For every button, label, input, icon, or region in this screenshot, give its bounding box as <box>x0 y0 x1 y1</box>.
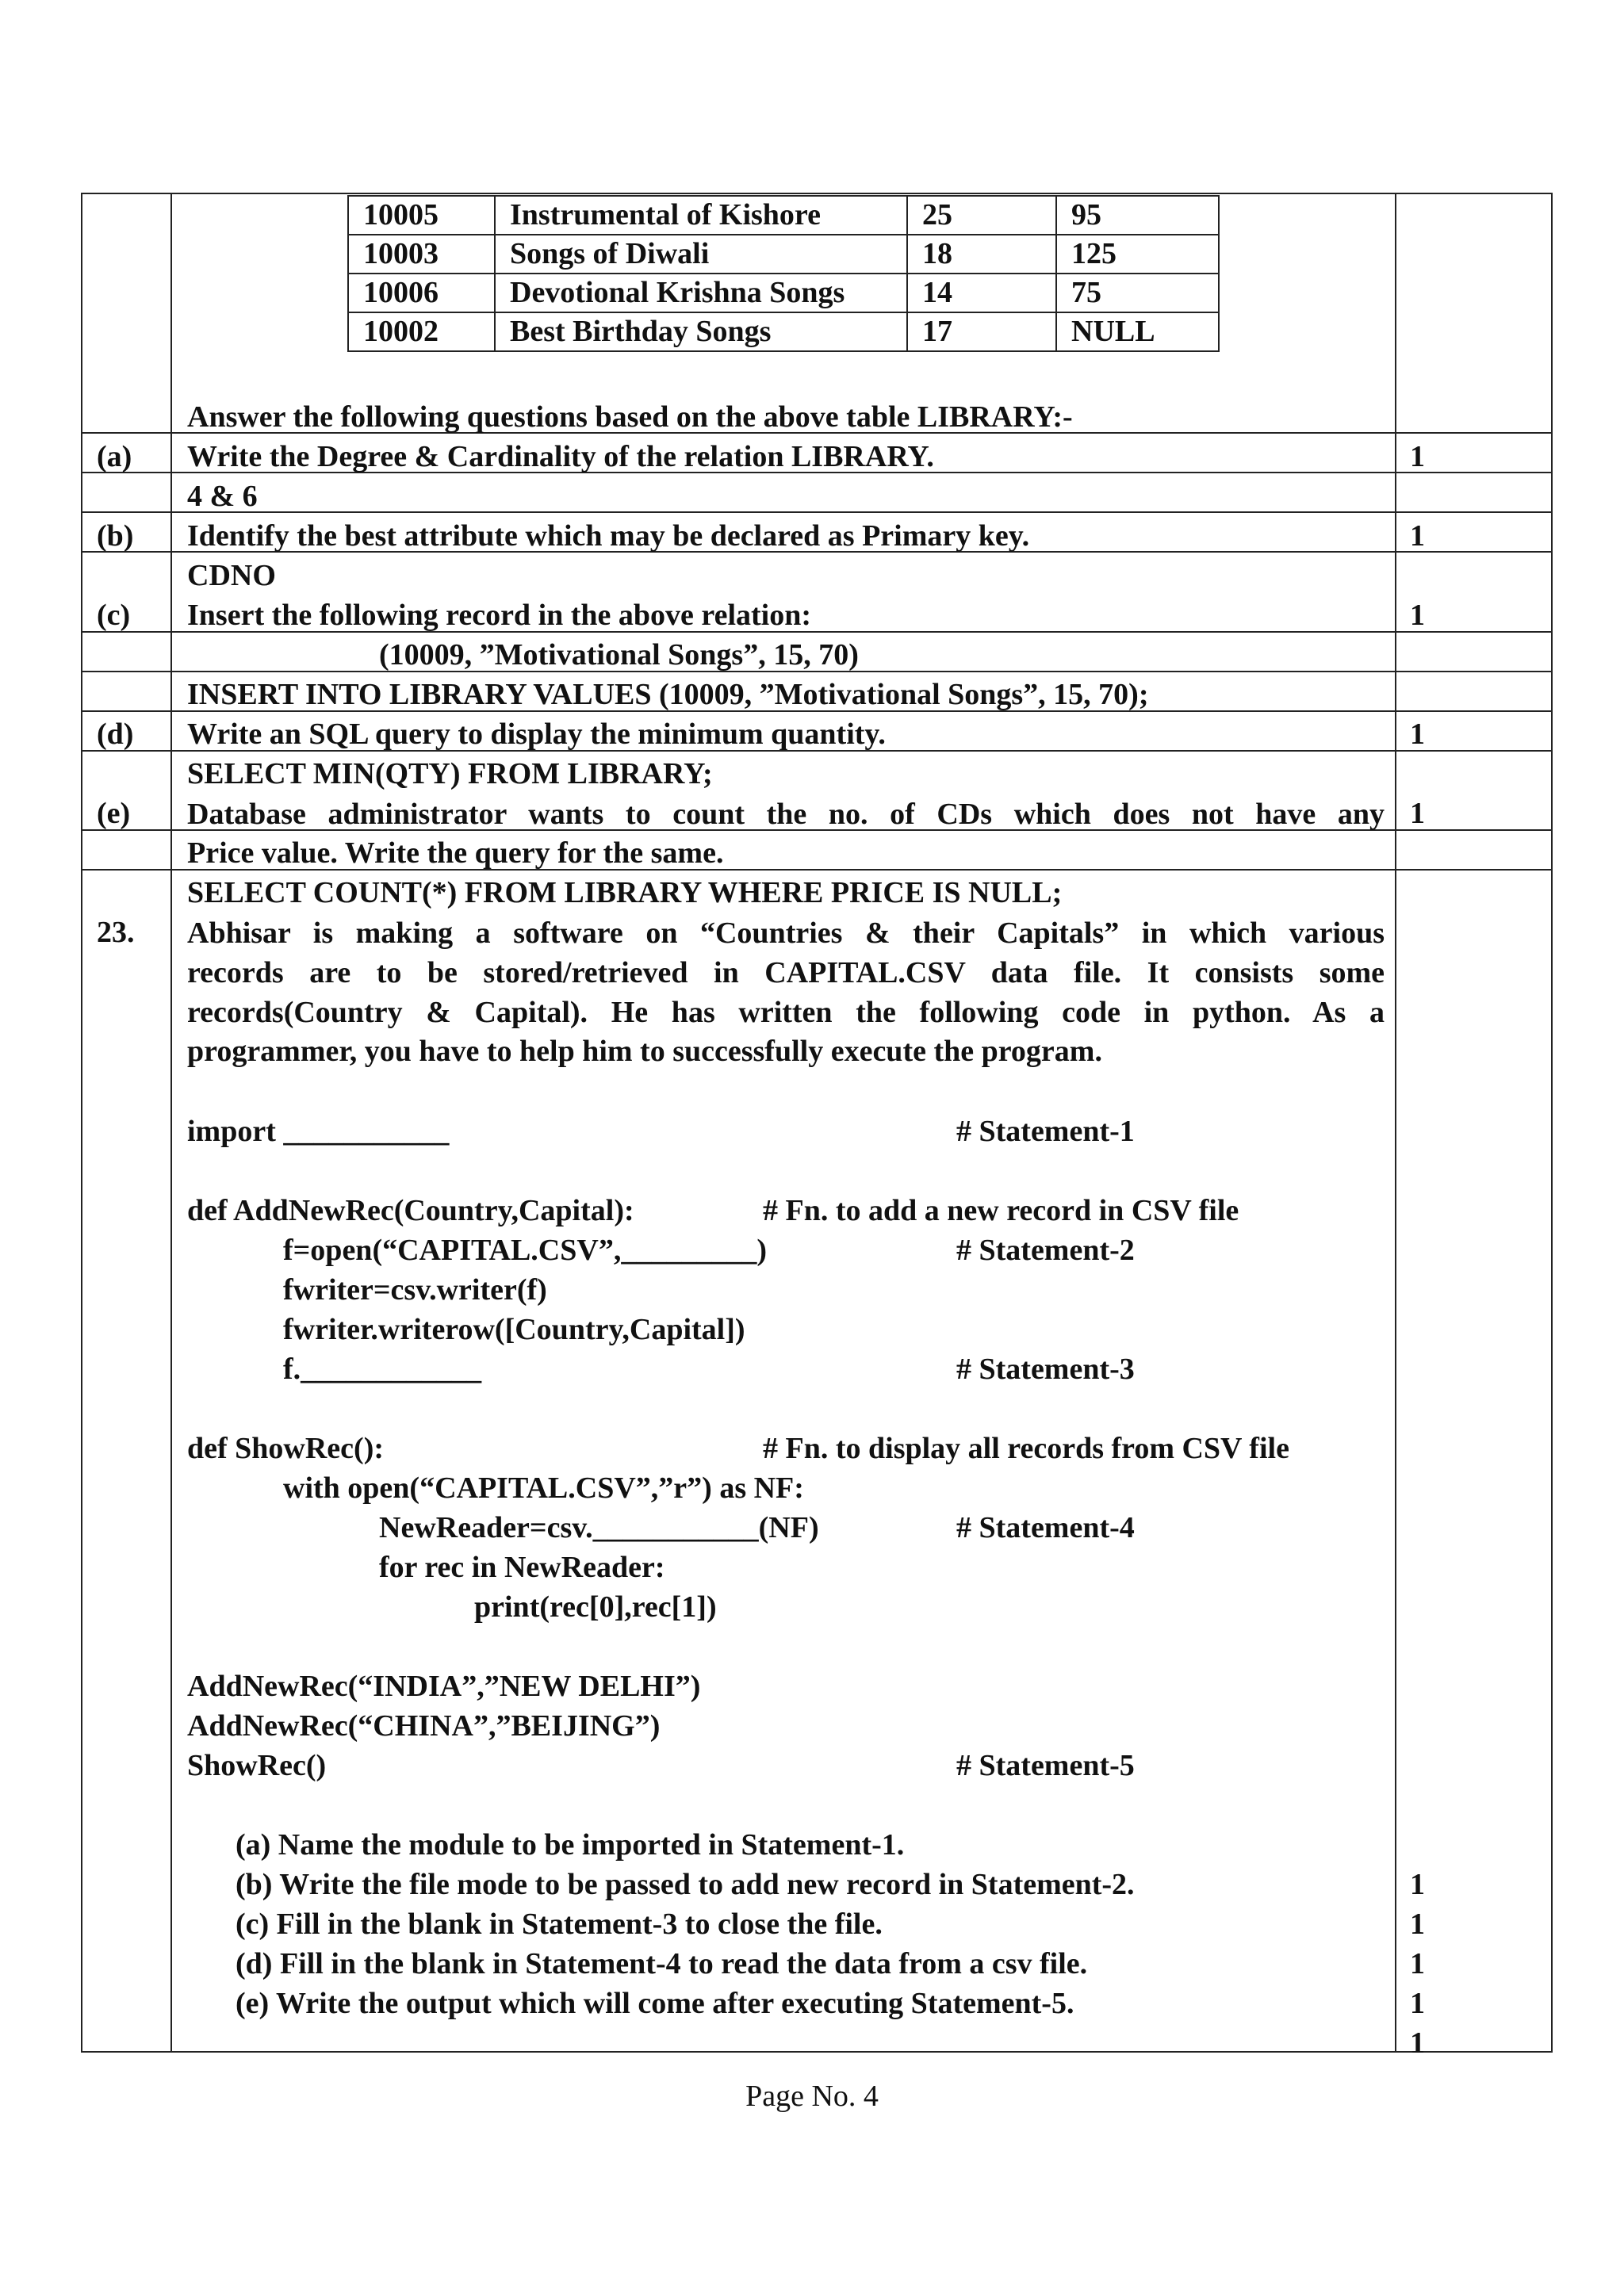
qty-cell: 17 <box>907 312 1056 351</box>
q23-para-line: programmer, you have to help him to successfully execute the program. <box>187 1035 1102 1068</box>
code-line: AddNewRec(“INDIA”,”NEW DELHI”) <box>187 1670 701 1703</box>
title-cell: Instrumental of Kishore <box>495 196 907 235</box>
q22c-record: (10009, ”Motivational Songs”, 15, 70) <box>379 638 859 672</box>
code-line: fwriter.writerow([Country,Capital]) <box>283 1313 745 1346</box>
code-line: print(rec[0],rec[1]) <box>474 1590 717 1624</box>
q23-number: 23. <box>97 916 135 949</box>
code-line: with open(“CAPITAL.CSV”,”r”) as NF: <box>283 1471 804 1505</box>
q22b-question: Identify the best attribute which may be declared as Primary key. <box>187 519 1030 553</box>
q22e-question-line1: Database administrator wants to count the no. of CDs which does not have any <box>187 798 1385 831</box>
q22c-question: Insert the following record in the above relation: <box>187 599 812 632</box>
code-line: ShowRec() <box>187 1749 327 1782</box>
q22e-question-line2: Price value. Write the query for the same. <box>187 836 724 870</box>
q22c-marks: 1 <box>1410 599 1425 632</box>
q22c-answer: INSERT INTO LIBRARY VALUES (10009, ”Motivational Songs”, 15, 70); <box>187 678 1149 711</box>
q22e-marks: 1 <box>1410 797 1425 830</box>
cdno-cell: 10002 <box>348 312 495 351</box>
q23-para-line: records are to be stored/retrieved in CAPITAL.CSV data file. It consists some <box>187 956 1385 989</box>
q23-marks: 1 <box>1410 1987 1425 2020</box>
q22d-answer: SELECT MIN(QTY) FROM LIBRARY; <box>187 757 713 790</box>
q23-subquestion: (e) Write the output which will come after executing Statement-5. <box>236 1987 1074 2020</box>
table-border-top <box>81 193 1553 194</box>
table-row <box>348 312 1219 351</box>
code-line: NewReader=csv.___________(NF) <box>379 1511 819 1544</box>
q23-marks: 1 <box>1410 1908 1425 1941</box>
q22-intro: Answer the following questions based on the above table LIBRARY:- <box>187 400 1073 434</box>
code-line: def AddNewRec(Country,Capital): <box>187 1194 634 1227</box>
cdno-cell: 10006 <box>348 274 495 312</box>
q22a-answer: 4 & 6 <box>187 480 258 513</box>
cdno-cell: 10003 <box>348 235 495 274</box>
table-border-bottom <box>81 2051 1553 2053</box>
qty-cell: 18 <box>907 235 1056 274</box>
code-line: f=open(“CAPITAL.CSV”,_________) <box>283 1234 767 1267</box>
q23-subquestion: (d) Fill in the blank in Statement-4 to read the data from a csv file. <box>236 1947 1088 1980</box>
q23-marks: 1 <box>1410 1868 1425 1901</box>
q22d-label: (d) <box>97 718 134 751</box>
code-line: import ___________ <box>187 1115 450 1148</box>
library-table <box>347 195 1220 352</box>
q23-marks: 1 <box>1410 2026 1425 2060</box>
title-cell: Songs of Diwali <box>495 235 907 274</box>
table-row <box>348 235 1219 274</box>
price-cell: 75 <box>1056 274 1219 312</box>
code-comment: # Statement-5 <box>956 1749 1135 1782</box>
q22c-label: (c) <box>97 599 131 632</box>
code-comment: # Statement-1 <box>956 1115 1135 1148</box>
code-line: fwriter=csv.writer(f) <box>283 1273 547 1307</box>
table-row <box>348 196 1219 235</box>
page-number: Page No. 4 <box>745 2080 879 2113</box>
q22b-marks: 1 <box>1410 519 1425 553</box>
code-comment: # Statement-4 <box>956 1511 1135 1544</box>
title-cell: Best Birthday Songs <box>495 312 907 351</box>
q22d-question: Write an SQL query to display the minimum quantity. <box>187 718 886 751</box>
price-cell: NULL <box>1056 312 1219 351</box>
q23-subquestion: (c) Fill in the blank in Statement-3 to close the file. <box>236 1908 883 1941</box>
q22a-question: Write the Degree & Cardinality of the relation LIBRARY. <box>187 440 934 473</box>
q22b-label: (b) <box>97 519 134 553</box>
q22e-answer: SELECT COUNT(*) FROM LIBRARY WHERE PRICE IS NULL; <box>187 876 1063 909</box>
table-row <box>348 274 1219 312</box>
title-cell: Devotional Krishna Songs <box>495 274 907 312</box>
code-comment: # Fn. to display all records from CSV file <box>763 1432 1289 1465</box>
q23-subquestion: (a) Name the module to be imported in Statement-1. <box>236 1828 905 1862</box>
price-cell: 125 <box>1056 235 1219 274</box>
q23-para-line: records(Country & Capital). He has written the following code in python. As a <box>187 996 1385 1029</box>
q22d-marks: 1 <box>1410 718 1425 751</box>
price-cell: 95 <box>1056 196 1219 235</box>
code-line: AddNewRec(“CHINA”,”BEIJING”) <box>187 1709 661 1743</box>
qty-cell: 25 <box>907 196 1056 235</box>
code-line: for rec in NewReader: <box>379 1551 665 1584</box>
code-comment: # Fn. to add a new record in CSV file <box>763 1194 1239 1227</box>
code-comment: # Statement-2 <box>956 1234 1135 1267</box>
code-comment: # Statement-3 <box>956 1353 1135 1386</box>
q23-subquestion: (b) Write the file mode to be passed to add new record in Statement-2. <box>236 1868 1135 1901</box>
q22b-answer: CDNO <box>187 559 276 592</box>
q23-marks: 1 <box>1410 1947 1425 1980</box>
code-line: def ShowRec(): <box>187 1432 385 1465</box>
q23-para-line: Abhisar is making a software on “Countries & their Capitals” in which various <box>187 916 1385 950</box>
qty-cell: 14 <box>907 274 1056 312</box>
code-line: f.____________ <box>283 1353 482 1386</box>
q22e-label: (e) <box>97 797 131 830</box>
row-divider <box>81 511 1553 513</box>
q22a-marks: 1 <box>1410 440 1425 473</box>
q22a-label: (a) <box>97 440 132 473</box>
cdno-cell: 10005 <box>348 196 495 235</box>
